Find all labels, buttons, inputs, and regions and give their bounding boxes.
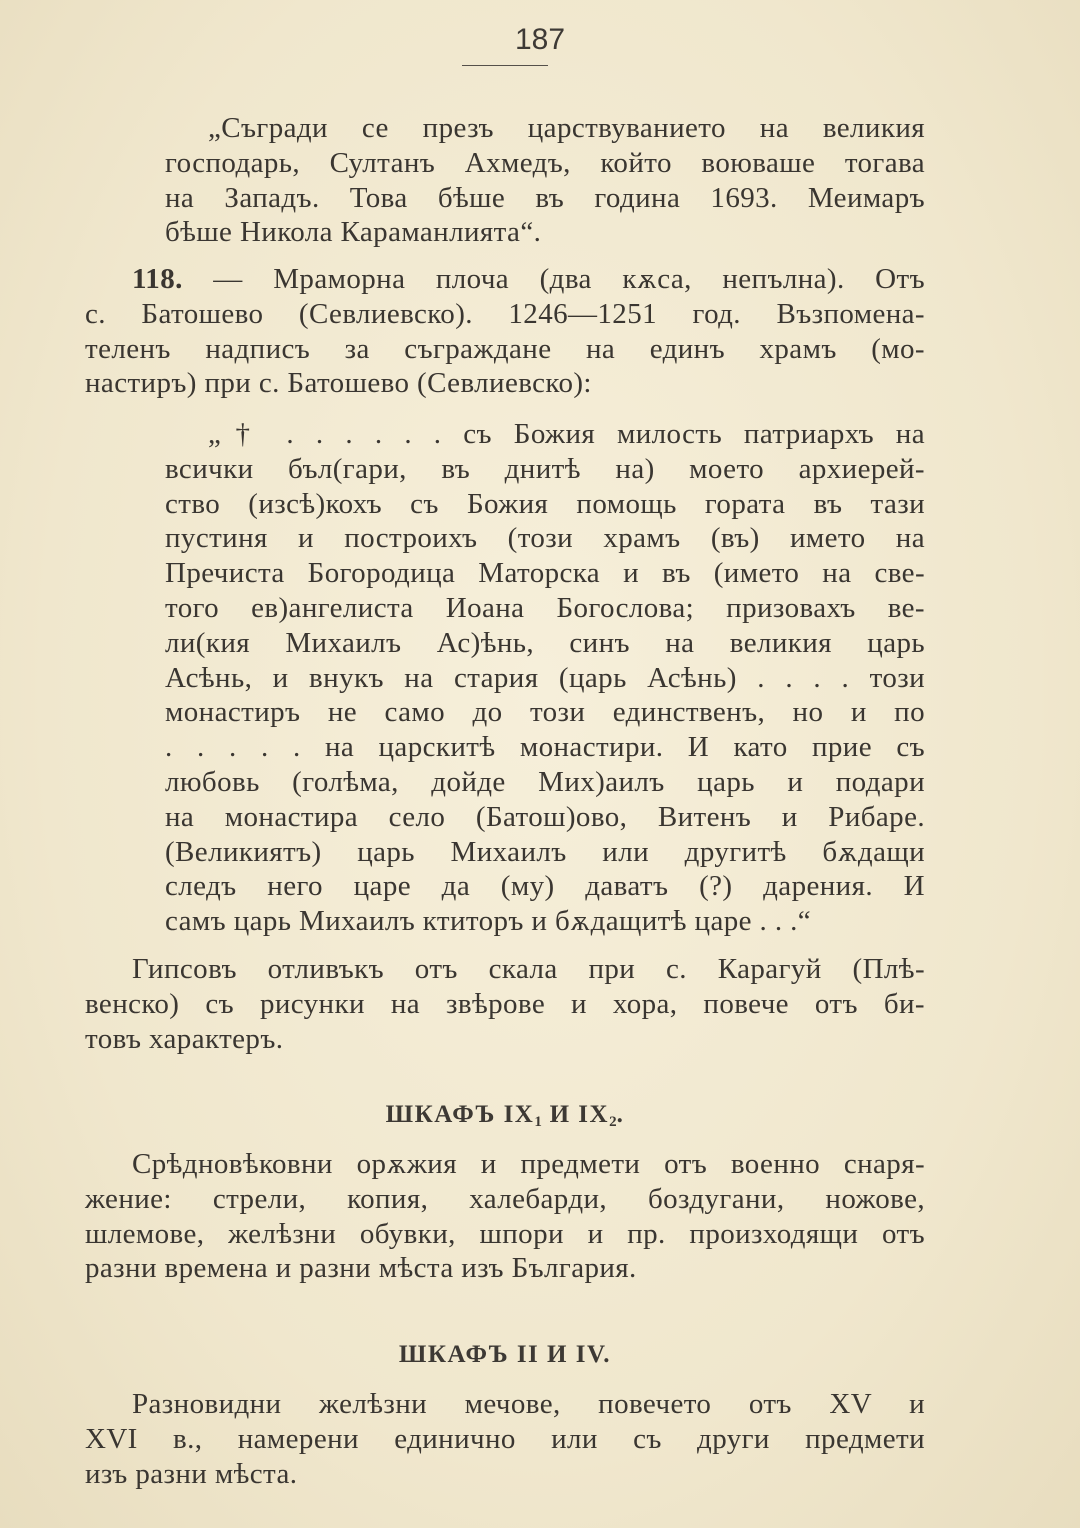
text-line: бѣше Никола Караманлията“. <box>165 216 542 249</box>
text-line: всички бъл(гари, въ днитѣ на) моето архиерей- <box>165 452 925 485</box>
text-line: „Съгради се презъ царствуванието на великия <box>208 112 925 144</box>
text-line: самъ царь Михаилъ ктиторъ и бѫдащитѣ царе . . .“ <box>165 905 812 938</box>
text-line: следъ него царе да (му) даватъ (?) дарения. И <box>165 870 925 903</box>
text-line: Разновидни желѣзни мечове, повечето отъ XV и <box>132 1388 925 1420</box>
text-line: „† . . . . . . съ Божия милость патриархъ на <box>208 418 925 450</box>
page-number: 187 <box>514 23 566 56</box>
text-line: . . . . . на царскитѣ монастири. И като прие съ <box>165 731 925 764</box>
text-line: теленъ надписъ за съграждане на единъ храмъ (мо- <box>85 332 925 365</box>
text-line: ли(кия Михаилъ Ас)ѣнь, синъ на великия царь <box>165 626 925 659</box>
cabinet-2-4-paragraph <box>85 1387 925 1491</box>
text-line: господарь, Султанъ Ахмедъ, който воюваше тогава <box>165 146 925 179</box>
text-line: пустиня и построихъ (този храмъ (въ) името на <box>165 522 925 555</box>
text-line <box>85 262 925 297</box>
cabinet-9-paragraph <box>85 1147 925 1286</box>
text-line: Гипсовъ отливъкъ отъ скала при с. Карагуй (Плѣ- <box>132 953 925 985</box>
heading-text: ШКАФЪ IX <box>385 1101 535 1128</box>
inscription-quote <box>165 417 925 939</box>
text-line: ство (изсѣ)кохъ съ Божия помощь гората въ тази <box>165 487 925 520</box>
text-line: XVI в., намерени единично или съ други предмети <box>85 1422 925 1455</box>
heading-subscript: 2 <box>609 1114 617 1130</box>
text-line: любовь (голѣма, дойде Мих)аилъ царь и подари <box>165 765 925 798</box>
text-line: монастиръ не само до този единственъ, но и по <box>165 696 925 729</box>
entry-number: 118. <box>132 263 183 295</box>
chronicle-quote <box>165 111 925 250</box>
heading-subscript: 1 <box>534 1114 542 1130</box>
entry-118 <box>85 262 925 401</box>
heading-text: . <box>616 1101 625 1128</box>
text-line: венско) съ рисунки на звѣрове и хора, повече отъ би- <box>85 987 925 1020</box>
text-line: товъ характеръ. <box>85 1022 284 1055</box>
text-line: на Западъ. Това бѣше въ година 1693. Меимаръ <box>165 181 925 214</box>
text-line: с. Батошево (Севлиевско). 1246—1251 год. Възпомена- <box>85 297 925 330</box>
text-line: настиръ) при с. Батошево (Севлиевско): <box>85 367 592 400</box>
section-heading-cabinet-9 <box>85 1097 925 1132</box>
text-line: шлемове, желѣзни обувки, шпори и пр. произходящи отъ <box>85 1217 925 1250</box>
text-line: на монастира село (Батош)ово, Витенъ и Рибаре. <box>165 800 925 833</box>
text-line: изъ разни мѣста. <box>85 1457 298 1490</box>
text-line: жение: стрели, копия, халебарди, боздугани, ножове, <box>85 1182 925 1215</box>
text-line: разни времена и разни мѣста изъ България. <box>85 1252 637 1285</box>
text-line: (Великиятъ) царь Михаилъ или другитѣ бѫдащи <box>165 835 925 868</box>
text-line: того ев)ангелиста Иоана Богослова; призовахъ ве- <box>165 591 925 624</box>
heading-text: И IX <box>541 1101 610 1128</box>
text-line: Пречиста Богородица Маторска и въ (името на све- <box>165 557 925 590</box>
text-line: Срѣдновѣковни орѫжия и предмети отъ военно снаря- <box>132 1148 925 1180</box>
text-line: Асѣнь, и внукъ на стария (царь Асѣнь) . . . . този <box>165 661 925 694</box>
page-number-underline <box>462 65 548 66</box>
plaster-cast-paragraph <box>85 952 925 1056</box>
text-line-content: — Мраморна плоча (два кѫса, непълна). Отъ <box>213 263 925 295</box>
section-heading-cabinet-2-4: ШКАФЪ II И IV. <box>398 1341 612 1368</box>
